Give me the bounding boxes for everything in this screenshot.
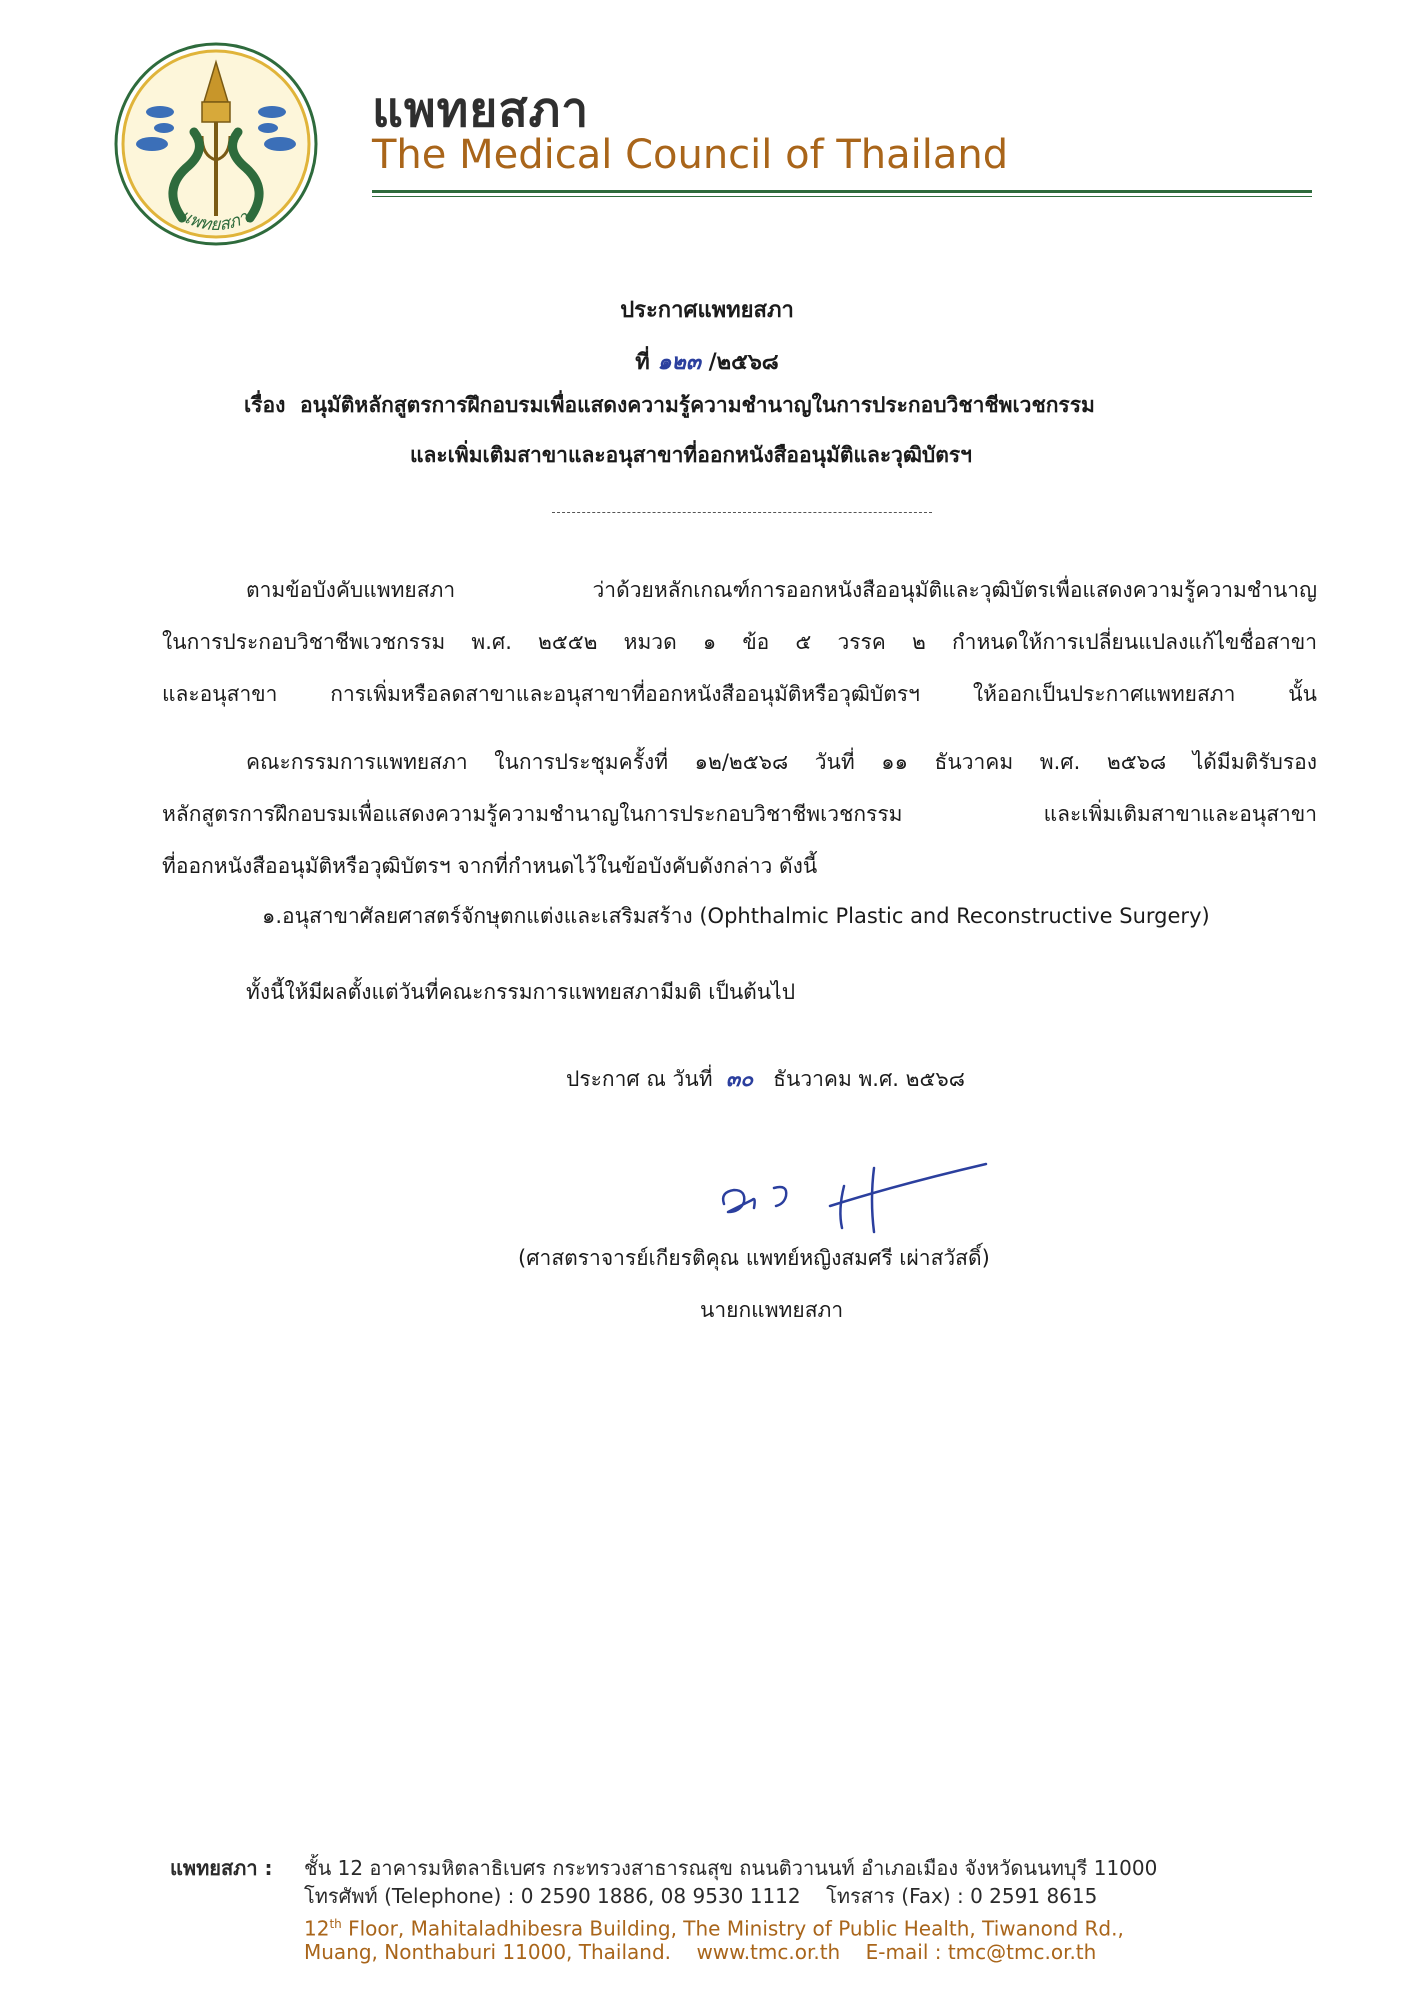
president-signature [710,1150,1010,1240]
letterhead-rule-thin [372,196,1312,197]
dated-suffix: ธันวาคม พ.ศ. ๒๕๖๘ [773,1067,965,1091]
subject-text-1: อนุมัติหลักสูตรการฝึกอบรมเพื่อแสดงความรู้ความชำนาญในการประกอบวิชาชีพเวชกรรม [299,393,1095,417]
footer-floor: 12 [304,1916,330,1941]
dated-day-handwritten: ๓๐ [725,1066,754,1091]
number-handwritten: ๑๒๓ [657,349,701,375]
para1-line-2: ในการประกอบวิชาชีพเวชกรรม พ.ศ. ๒๕๕๒ หมวด ๑ ข้อ ๕ วรรค ๒ กำหนดให้การเปลี่ยนแปลงแก้ไขชื่อสาขา [162,630,1317,654]
subject-label: เรื่อง [244,393,286,417]
dated-line [566,1068,965,1090]
announcement-number [0,344,1414,379]
number-prefix: ที่ [635,350,650,375]
footer-contact [304,1882,1097,1910]
medical-council-seal-logo [112,40,320,248]
footer-email-link[interactable]: E-mail : tmc@tmc.or.th [865,1940,1097,1964]
subject-line-2: และเพิ่มเติมสาขาและอนุสาขาที่ออกหนังสืออนุมัติและวุฒิบัตรฯ [410,443,972,467]
letterhead-rule [372,190,1312,193]
footer-website-link[interactable]: www.tmc.or.th [696,1940,841,1964]
para2-line-2: หลักสูตรการฝึกอบรมเพื่อแสดงความรู้ความชำนาญในการประกอบวิชาชีพเวชกรรม และเพิ่มเติมสาขาและอนุสาขา [162,802,1317,826]
footer-label: แพทยสภา : [170,1856,273,1880]
announcement-heading: ประกาศแพทยสภา [620,298,794,323]
footer-address-en-text: Floor, Mahitaladhibesra Building, The Ministry of Public Health, Tiwanond Rd., [341,1916,1124,1941]
header-separator [552,512,932,513]
signatory-position: นายกแพทยสภา [700,1298,844,1322]
number-year: /๒๕๖๘ [708,350,779,375]
seal-text: แพทยสภา [176,205,252,236]
para1-line-1: ตามข้อบังคับแพทยสภา ว่าด้วยหลักเกณฑ์การออกหนังสืออนุมัติและวุฒิบัตรเพื่อแสดงความรู้ความชำนาญ [246,578,1317,602]
org-name-english: The Medical Council of Thailand [372,132,1009,178]
footer-city: Muang, Nonthaburi 11000, Thailand. [304,1940,672,1964]
para1-line-3: และอนุสาขา การเพิ่มหรือลดสาขาและอนุสาขาที่ออกหนังสืออนุมัติหรือวุฒิบัตรฯ ให้ออกเป็นประกาศแพทยสภา นั้น [162,682,1317,706]
footer-address-en-2 [304,1938,1096,1966]
org-name-thai: แพทยสภา [372,82,590,138]
footer-fax: โทรสาร (Fax) : 0 2591 8615 [826,1884,1098,1908]
footer-address-thai: ชั้น 12 อาคารมหิตลาธิเบศร กระทรวงสาธารณสุข ถนนติวานนท์ อำเภอเมือง จังหวัดนนทบุรี 11000 [304,1856,1158,1880]
subject-line-1 [244,395,1095,416]
signatory-name: (ศาสตราจารย์เกียรติคุณ แพทย์หญิงสมศรี เผ่าสวัสดิ์) [518,1246,990,1270]
dated-prefix: ประกาศ ณ วันที่ [566,1067,713,1091]
effective-clause: ทั้งนี้ให้มีผลตั้งแต่วันที่คณะกรรมการแพทยสภามีมติ เป็นต้นไป [246,980,796,1004]
footer-phone: โทรศัพท์ (Telephone) : 0 2590 1886, 08 9530 1112 [304,1884,801,1908]
para2-line-3: ที่ออกหนังสืออนุมัติหรือวุฒิบัตรฯ จากที่กำหนดไว้ในข้อบังคับดังกล่าว ดังนี้ [162,854,818,878]
para2-line-1: คณะกรรมการแพทยสภา ในการประชุมครั้งที่ ๑๒/๒๕๖๘ วันที่ ๑๑ ธันวาคม พ.ศ. ๒๕๖๘ ได้มีมติรับรอง [246,750,1317,774]
item-1: ๑.อนุสาขาศัลยศาสตร์จักษุตกแต่งและเสริมสร้าง (Ophthalmic Plastic and Reconstructive Surgery) [262,904,1210,928]
footer-floor-suffix: th [329,1917,342,1931]
